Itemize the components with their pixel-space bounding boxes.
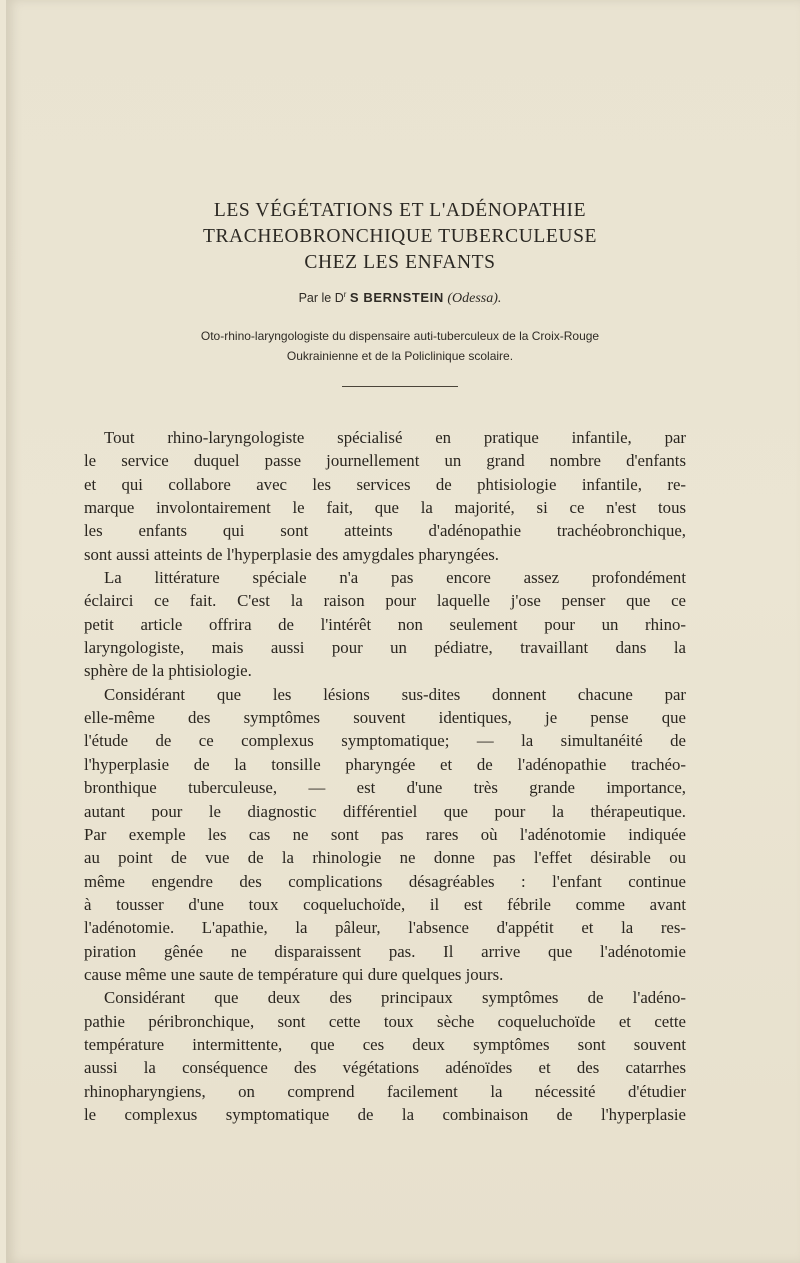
body-line: petit article offrira de l'intérêt non seulement pour un rhino- [84,614,686,634]
body-line: et qui collabore avec les services de phtisiologie infantile, re- [84,474,686,494]
byline-prefix: Par le D [298,291,344,306]
body-line: l'hyperplasie de la tonsille pharyngée et de l'adénopathie trachéo- [84,754,686,774]
article-body [84,426,686,1126]
body-line: le service duquel passe journellement un grand nombre d'enfants [84,451,686,471]
body-line: Considérant que deux des principaux symptômes de l'adéno- [104,988,686,1008]
body-line: même engendre des complications désagréables : l'enfant continue [84,871,686,891]
separator-rule [342,386,458,387]
author-byline [0,290,800,307]
body-line: aussi la conséquence des végétations adénoïdes et des catarrhes [84,1058,686,1078]
body-line: sphère de la phtisiologie. [84,661,252,681]
body-line: l'adénotomie. L'apathie, la pâleur, l'absence d'appétit et la res- [84,918,686,938]
body-line: autant pour le diagnostic différentiel que pour la thérapeutique. [84,801,686,821]
body-line: piration gênée ne disparaissent pas. Il arrive que l'adénotomie [84,941,686,961]
body-line: Considérant que les lésions sus-dites donnent chacune par [104,684,686,704]
title-line: LES VÉGÉTATIONS ET L'ADÉNOPATHIE [213,200,587,221]
body-line: rhinopharyngiens, on comprend facilement la nécessité d'étudier [84,1081,686,1101]
body-line: elle-même des symptômes souvent identiques, je pense que [84,708,686,728]
body-line: l'étude de ce complexus symptomatique; — la simultanéité de [84,731,686,751]
affiliation-line: Oukrainienne et de la Policlinique scolaire. [286,349,514,363]
body-line: les enfants qui sont atteints d'adénopathie trachéobronchique, [84,521,686,541]
byline-superscript: r [343,290,347,299]
body-line: pathie péribronchique, sont cette toux sèche coqueluchoïde et cette [84,1011,686,1031]
affiliation-line: Oto-rhino-laryngologiste du dispensaire auti-tuberculeux de la Croix-Rouge [200,329,600,343]
body-line: au point de vue de la rhinologie ne donne pas l'effet désirable ou [84,848,686,868]
body-line: sont aussi atteints de l'hyperplasie des amygdales pharyngées. [84,544,499,564]
body-line: Par exemple les cas ne sont pas rares où l'adénotomie indiquée [84,824,686,844]
body-line: bronthique tuberculeuse, — est d'une très grande importance, [84,778,686,798]
author-affiliation [0,326,800,366]
author-city: (Odessa). [447,291,502,307]
body-line: marque involontairement le fait, que la majorité, si ce n'est tous [84,498,686,518]
body-line: à tousser d'une toux coqueluchoïde, il est fébrile comme avant [84,894,686,914]
body-line: le complexus symptomatique de la combinaison de l'hyperplasie [84,1104,686,1124]
body-line: laryngologiste, mais aussi pour un pédiatre, travaillant dans la [84,638,686,658]
body-line: La littérature spéciale n'a pas encore assez profondément [104,568,686,588]
body-line: Tout rhino-laryngologiste spécialisé en pratique infantile, par [104,428,686,447]
title-line: TRACHEOBRONCHIQUE TUBERCULEUSE [202,226,598,247]
body-line: température intermittente, que ces deux symptômes sont souvent [84,1034,686,1054]
title-line: CHEZ LES ENFANTS [304,252,496,273]
body-line: éclairci ce fait. C'est la raison pour laquelle j'ose penser que ce [84,591,686,611]
body-line: cause même une saute de température qui dure quelques jours. [84,964,504,984]
author-name: S BERNSTEIN [349,290,444,306]
article-title [0,198,800,276]
